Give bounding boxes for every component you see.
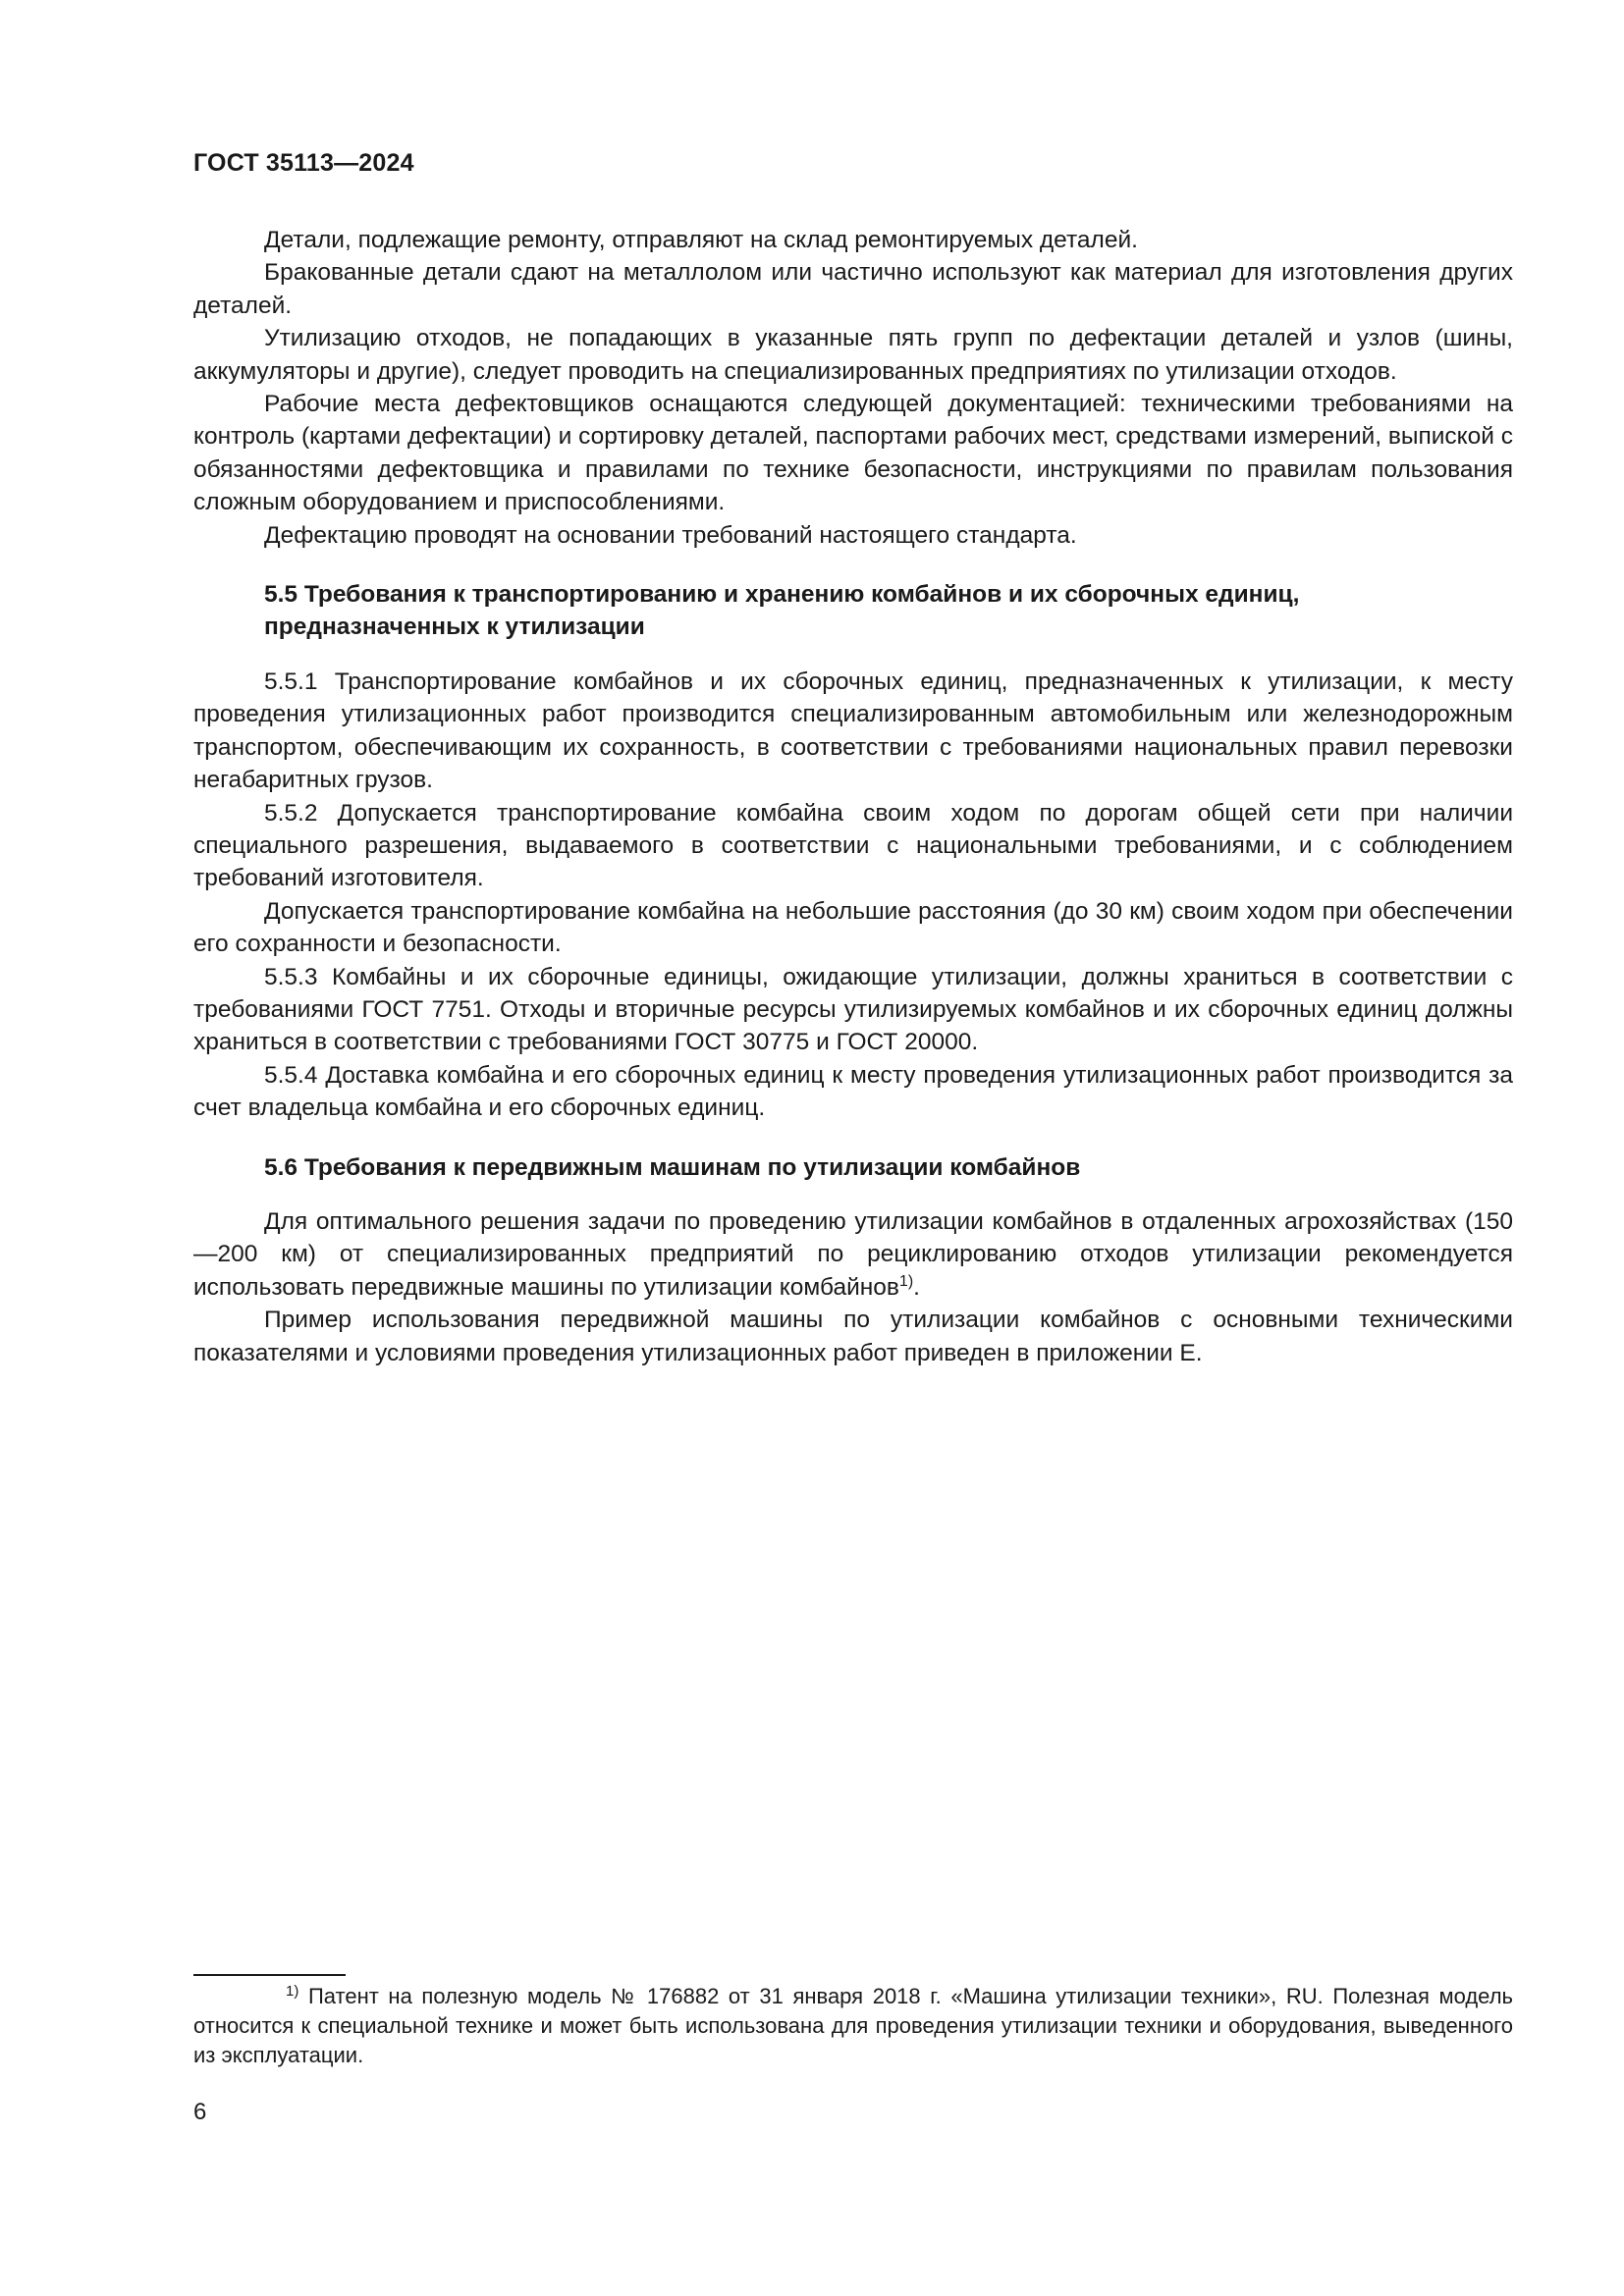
section-heading-5-6: 5.6 Требования к передвижным машинам по утилизации комбайнов [264, 1153, 1081, 1181]
document-header: ГОСТ 35113—2024 [193, 149, 414, 177]
page-number: 6 [193, 2099, 207, 2125]
spacer [193, 644, 1513, 666]
footnote-item [193, 1982, 1513, 2070]
footnote-separator [193, 1974, 346, 1976]
paragraph-5-5-4: 5.5.4 Доставка комбайна и его сборочных единиц к месту проведения утилизационных работ производится за счет владельца комбайна и его сборочных единиц. [193, 1061, 1513, 1122]
section-heading-5-5: 5.5 Требования к транспортированию и хранению комбайнов и их сборочных единиц, предназначенных к утилизации [264, 581, 1300, 641]
paragraph-5-5-3: 5.5.3 Комбайны и их сборочные единицы, ожидающие утилизации, должны храниться в соответствии с требованиями ГОСТ 7751. Отходы и вторичные ресурсы утилизируемых комбайнов и их сборочных единиц должны храниться в соответствии с требованиями ГОСТ 30775 и ГОСТ 20000. [193, 963, 1513, 1056]
spacer [193, 1184, 1513, 1205]
paragraph: Дефектацию проводят на основании требований настоящего стандарта. [264, 521, 1077, 549]
paragraph: Пример использования передвижной машины по утилизации комбайнов с основными техническими показателями и условиями проведения утилизационных работ приведен в приложении Е. [193, 1307, 1513, 1366]
footnotes [193, 1982, 1513, 2070]
main-content [193, 224, 1513, 1369]
paragraph: Утилизацию отходов, не попадающих в указанные пять групп по дефектации деталей и узлов (шины, аккумуляторы и другие), следует проводить на специализированных предприятиях по утилизации отходов. [193, 325, 1513, 385]
paragraph: Допускается транспортирование комбайна на небольшие расстояния (до 30 км) своим ходом при обеспечении его сохранности и безопасности. [193, 897, 1513, 958]
paragraph-5-5-2: 5.5.2 Допускается транспортирование комбайна своим ходом по дорогам общей сети при наличии специального разрешения, выдаваемого в соответствии с национальными требованиями, и с соблюдением требований изготовителя. [193, 799, 1513, 892]
spacer [193, 1125, 1513, 1151]
paragraph: Бракованные детали сдают на металлолом или частично используют как материал для изготовления других деталей. [193, 259, 1513, 319]
footnote-marker: 1) [286, 1983, 299, 2000]
footnote-text: Патент на полезную модель № 176882 от 31 января 2018 г. «Машина утилизации техники», RU. Полезная модель относится к специальной технике и может быть использована для проведения утилизации техники и оборудования, выведенного из эксплуатации. [193, 1984, 1513, 2067]
paragraph: Детали, подлежащие ремонту, отправляют на склад ремонтируемых деталей. [264, 227, 1138, 253]
paragraph-end: . [913, 1273, 920, 1301]
footnote-reference[interactable]: 1) [898, 1272, 914, 1290]
paragraph-text: Для оптимального решения задачи по проведению утилизации комбайнов в отдаленных агрохозяйствах (150—200 км) от специализированных предприятий по рециклированию отходов утилизации рекомендуется использовать передвижные машины по утилизации комбайнов [193, 1207, 1513, 1301]
paragraph: Рабочие места дефектовщиков оснащаются следующей документацией: техническими требованиями на контроль (картами дефектации) и сортировку деталей, паспортами рабочих мест, средствами измерений, выпиской с обязанностями дефектовщика и правилами по технике безопасности, инструкциями по правилам пользования сложным оборудованием и приспособлениями. [193, 391, 1514, 516]
paragraph [193, 1205, 1513, 1304]
paragraph-5-5-1: 5.5.1 Транспортирование комбайнов и их сборочных единиц, предназначенных к утилизации, к месту проведения утилизационных работ производится специализированным автомобильным или железнодорожным транспортом, обеспечивающим их сохранность, в соответствии с требованиями национальных правил перевозки негабаритных грузов. [193, 667, 1513, 794]
spacer [193, 552, 1513, 578]
